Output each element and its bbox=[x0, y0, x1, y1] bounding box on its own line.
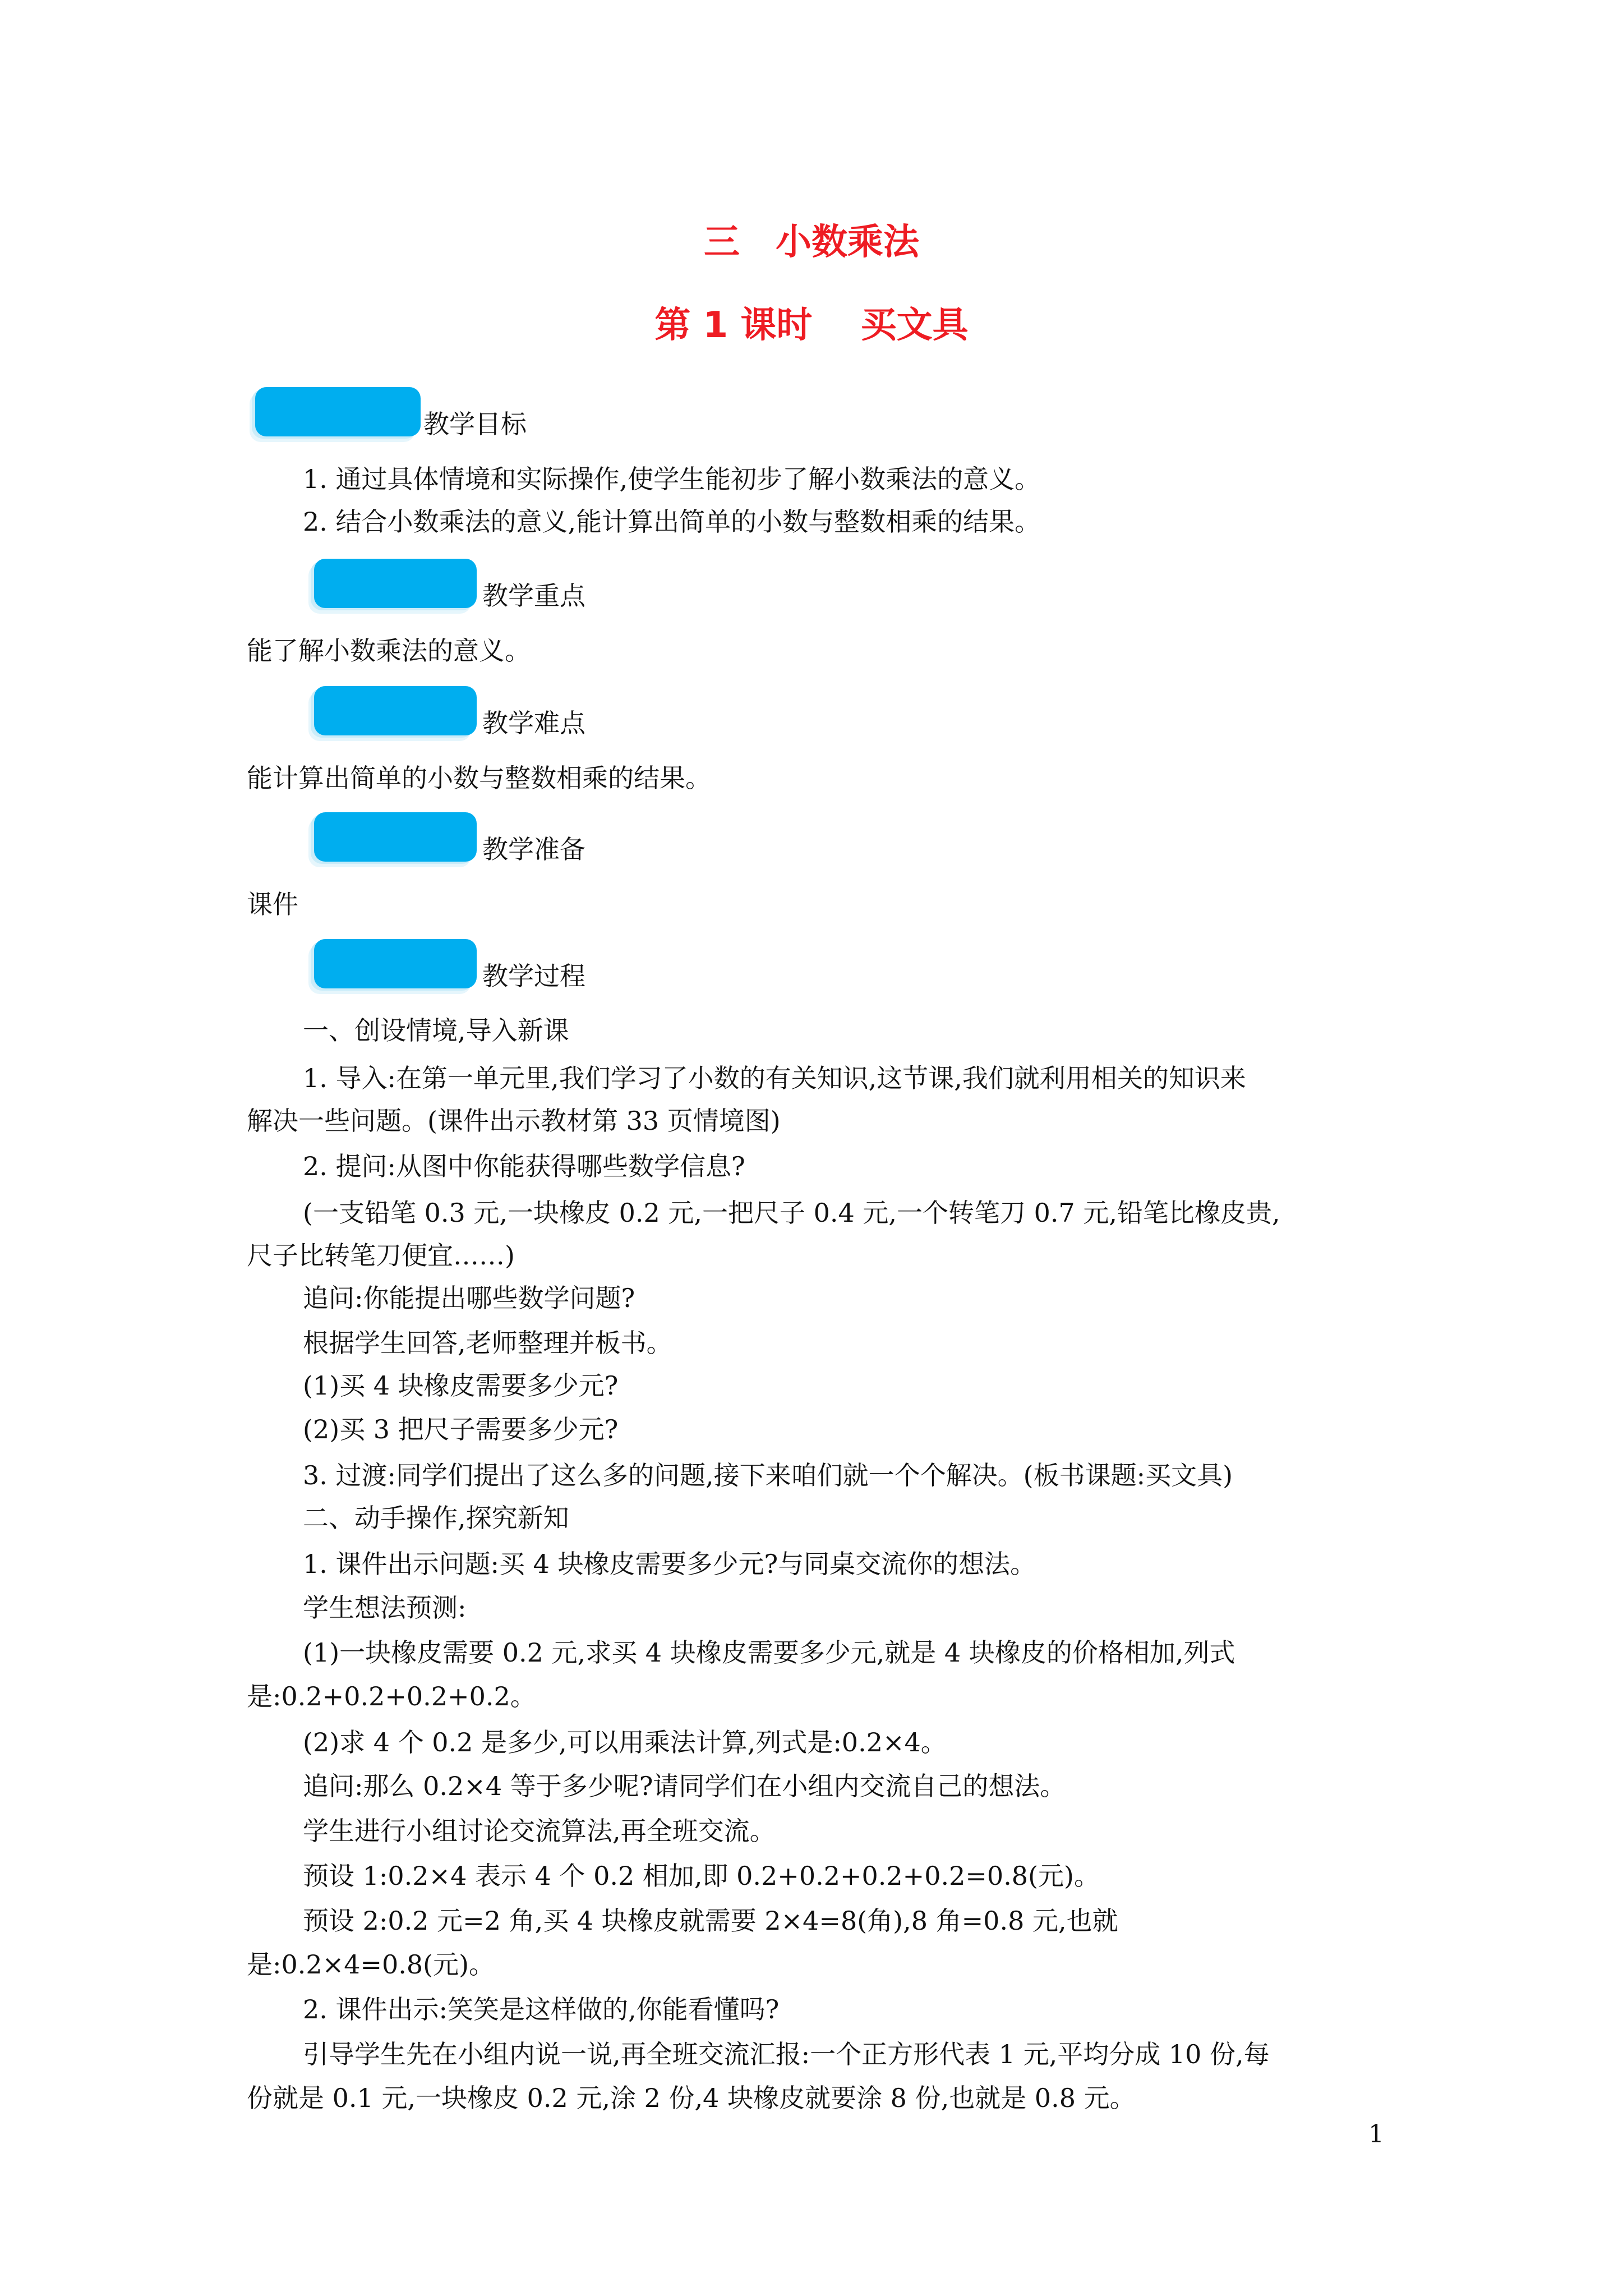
process-line: 1. 课件出示问题:买 4 块橡皮需要多少元?与同桌交流你的想法。 bbox=[303, 1549, 1036, 1579]
process-line: (1)买 4 块橡皮需要多少元? bbox=[303, 1370, 619, 1401]
chapter-title: 三 小数乘法 bbox=[704, 222, 919, 263]
process-line: 1. 导入:在第一单元里,我们学习了小数的有关知识,这节课,我们就利用相关的知识来 bbox=[303, 1063, 1246, 1093]
section-process-label: 教学过程 bbox=[482, 961, 585, 991]
process-line: 根据学生回答,老师整理并板书。 bbox=[303, 1328, 672, 1358]
process-heading-2: 二、动手操作,探究新知 bbox=[303, 1503, 569, 1533]
process-line: (1)一块橡皮需要 0.2 元,求买 4 块橡皮需要多少元,就是 4 块橡皮的价格相加,列式 bbox=[303, 1637, 1235, 1668]
section-objectives bbox=[247, 387, 920, 454]
process-line: 追问:那么 0.2×4 等于多少呢?请同学们在小组内交流自己的想法。 bbox=[303, 1771, 1066, 1801]
section-process bbox=[247, 939, 920, 1006]
process-line: (一支铅笔 0.3 元,一块橡皮 0.2 元,一把尺子 0.4 元,一个转笔刀 0.7 元,铅笔比橡皮贵, bbox=[303, 1198, 1280, 1228]
lesson-title: 第 1 课时 买文具 bbox=[654, 305, 969, 346]
key-point-text: 能了解小数乘法的意义。 bbox=[247, 636, 531, 666]
process-line: 追问:你能提出哪些数学问题? bbox=[303, 1283, 635, 1313]
section-tab-decoration bbox=[314, 686, 477, 735]
section-tab-decoration bbox=[314, 812, 477, 862]
process-line: 学生想法预测: bbox=[303, 1593, 467, 1623]
section-key-points-label: 教学重点 bbox=[482, 581, 585, 611]
process-line: 是:0.2×4=0.8(元)。 bbox=[247, 1949, 495, 1980]
section-key-points bbox=[247, 559, 920, 626]
section-tab-decoration bbox=[314, 559, 477, 608]
process-heading-1: 一、创设情境,导入新课 bbox=[303, 1015, 569, 1046]
process-line: 2. 提问:从图中你能获得哪些数学信息? bbox=[303, 1151, 745, 1181]
process-line: (2)求 4 个 0.2 是多少,可以用乘法计算,列式是:0.2×4。 bbox=[303, 1727, 947, 1757]
section-tab-decoration bbox=[314, 939, 477, 988]
process-line: 2. 课件出示:笑笑是这样做的,你能看懂吗? bbox=[303, 1994, 780, 2024]
preparation-text: 课件 bbox=[247, 889, 298, 919]
section-tab-decoration bbox=[255, 387, 421, 436]
process-line: 解决一些问题。(课件出示教材第 33 页情境图) bbox=[247, 1106, 781, 1136]
process-line: 引导学生先在小组内说一说,再全班交流汇报:一个正方形代表 1 元,平均分成 10 份,每 bbox=[303, 2039, 1270, 2069]
objective-line-2: 2. 结合小数乘法的意义,能计算出简单的小数与整数相乘的结果。 bbox=[303, 507, 1041, 537]
process-line: 是:0.2+0.2+0.2+0.2。 bbox=[247, 1681, 536, 1711]
page-number: 1 bbox=[1368, 2120, 1384, 2148]
section-preparation-label: 教学准备 bbox=[482, 834, 585, 864]
process-line: 尺子比转笔刀便宜……) bbox=[247, 1240, 515, 1271]
section-preparation bbox=[247, 812, 920, 880]
section-difficulties bbox=[247, 686, 920, 753]
section-difficulties-label: 教学难点 bbox=[482, 708, 585, 738]
difficulty-text: 能计算出简单的小数与整数相乘的结果。 bbox=[247, 763, 711, 793]
process-line: 预设 2:0.2 元=2 角,买 4 块橡皮就需要 2×4=8(角),8 角=0.8 元,也就 bbox=[303, 1906, 1118, 1936]
process-line: 预设 1:0.2×4 表示 4 个 0.2 相加,即 0.2+0.2+0.2+0.2=0.8(元)。 bbox=[303, 1861, 1100, 1891]
section-objectives-label: 教学目标 bbox=[423, 409, 527, 439]
process-line: (2)买 3 把尺子需要多少元? bbox=[303, 1414, 619, 1444]
process-line: 学生进行小组讨论交流算法,再全班交流。 bbox=[303, 1816, 776, 1846]
objective-line-1: 1. 通过具体情境和实际操作,使学生能初步了解小数乘法的意义。 bbox=[303, 464, 1041, 494]
process-line: 份就是 0.1 元,一块橡皮 0.2 元,涂 2 份,4 块橡皮就要涂 8 份,也就是 0.8 元。 bbox=[247, 2083, 1136, 2113]
process-line: 3. 过渡:同学们提出了这么多的问题,接下来咱们就一个个解决。(板书课题:买文具) bbox=[303, 1460, 1233, 1490]
